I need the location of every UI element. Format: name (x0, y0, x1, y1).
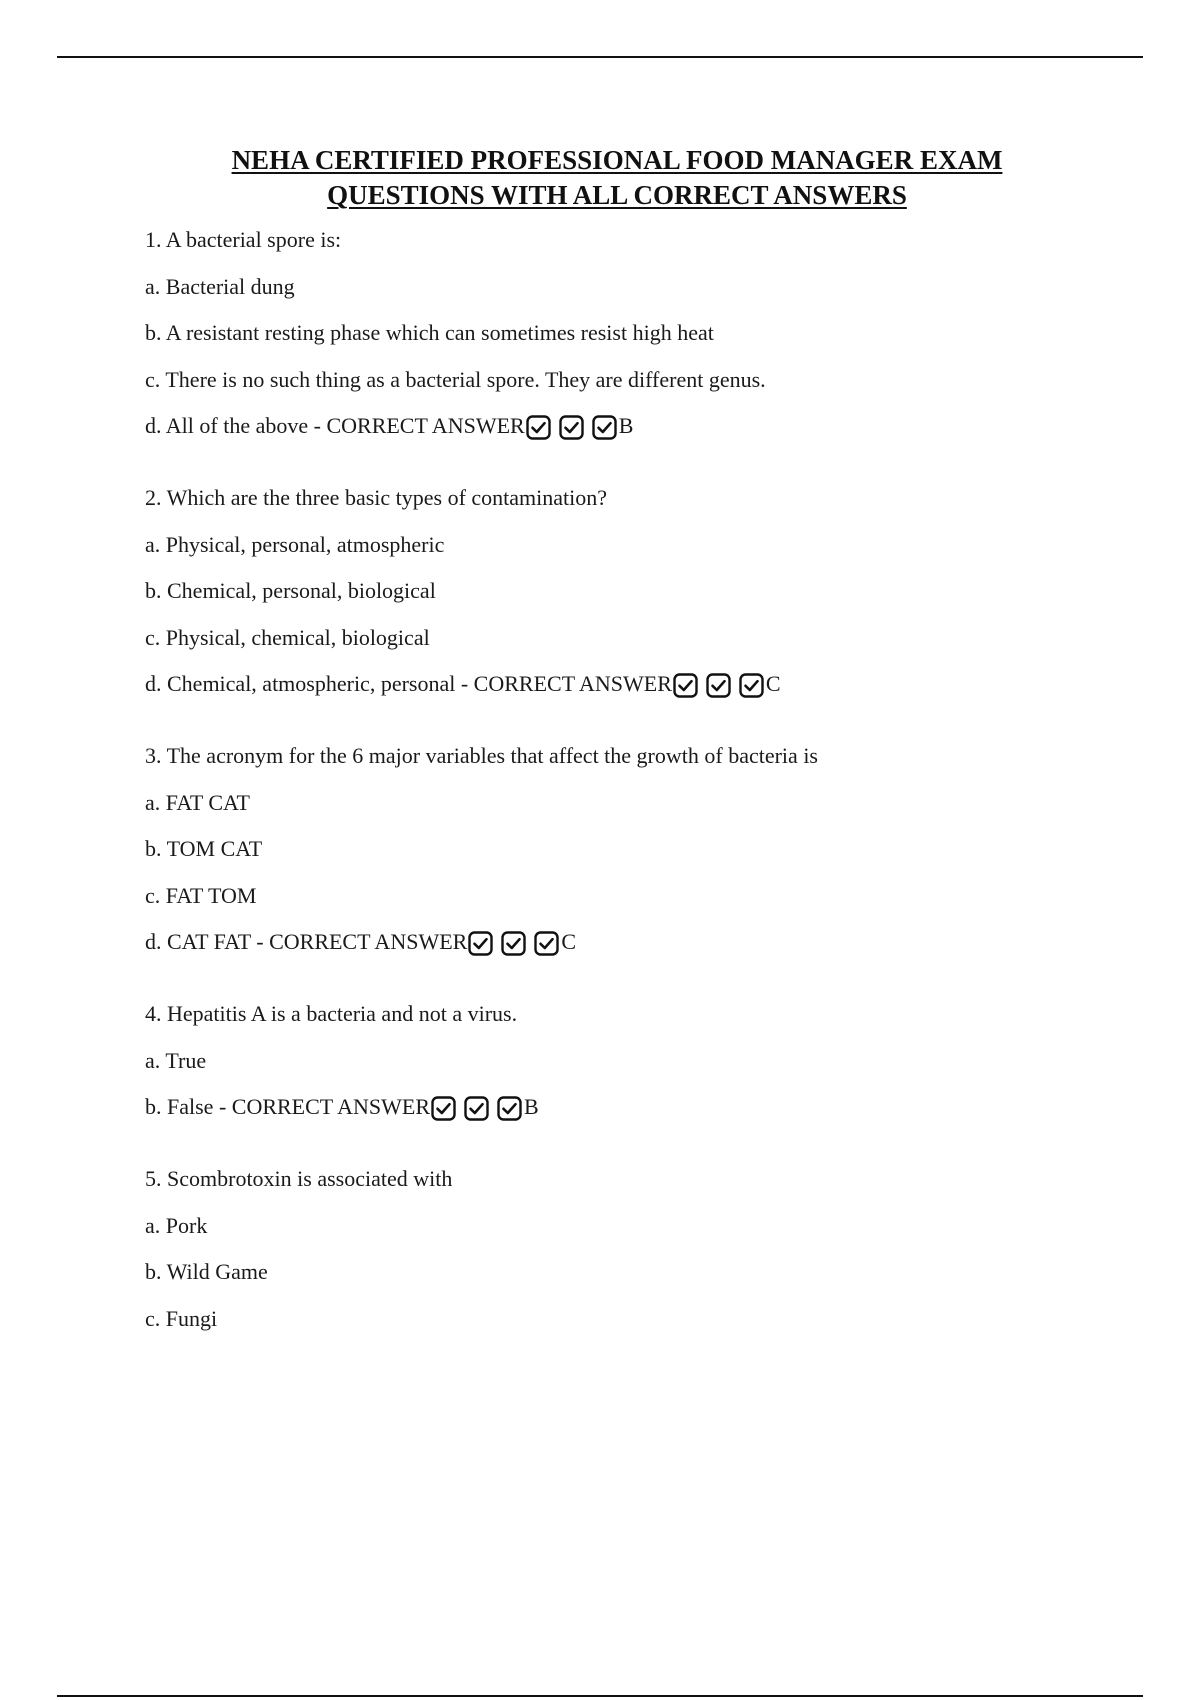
correct-answer-line (145, 669, 1145, 699)
check-box-icon (706, 673, 731, 698)
question-3 (145, 741, 1145, 957)
check-marks (431, 1095, 524, 1120)
answer-option: b. Chemical, personal, biological (145, 578, 436, 603)
question-5 (145, 1164, 1145, 1334)
answer-option: c. Fungi (145, 1305, 218, 1331)
answer-option: d. Chemical, atmospheric, personal - CORRECT ANSWER (145, 671, 672, 696)
answer-option: a. Bacterial dung (145, 273, 295, 299)
answer-option: c. There is no such thing as a bacterial spore. They are different genus. (145, 366, 766, 392)
check-box-icon (534, 931, 559, 956)
check-box-icon (673, 673, 698, 698)
answer-option: d. CAT FAT - CORRECT ANSWER (145, 929, 468, 954)
question-prompt: 3. The acronym for the 6 major variables that affect the growth of bacteria is (145, 743, 818, 768)
answer-option: b. False - CORRECT ANSWER (145, 1094, 431, 1119)
check-box-icon (464, 1096, 489, 1121)
question-list (145, 225, 1145, 1376)
answer-option: d. All of the above - CORRECT ANSWER (145, 413, 525, 438)
question-2 (145, 483, 1145, 699)
question-prompt: 4. Hepatitis A is a bacteria and not a virus. (145, 1001, 518, 1026)
check-marks (526, 414, 619, 439)
check-box-icon (559, 415, 584, 440)
answer-option: a. FAT CAT (145, 789, 250, 815)
answer-option: c. FAT TOM (145, 882, 257, 908)
question-prompt: 5. Scombrotoxin is associated with (145, 1166, 453, 1191)
correct-answer-letter: C (765, 671, 781, 696)
answer-option: c. Physical, chemical, biological (145, 624, 430, 650)
check-box-icon (497, 1096, 522, 1121)
correct-answer-letter: B (524, 1094, 539, 1119)
answer-option: a. Physical, personal, atmospheric (145, 531, 445, 557)
question-prompt: 2. Which are the three basic types of contamination? (145, 485, 608, 510)
answer-option: b. TOM CAT (145, 836, 263, 861)
check-box-icon (526, 415, 551, 440)
answer-option: a. Pork (145, 1212, 208, 1238)
correct-answer-line (145, 927, 1145, 957)
header-rule (57, 56, 1143, 58)
answer-option: b. A resistant resting phase which can sometimes resist high heat (145, 320, 714, 345)
answer-option: b. Wild Game (145, 1259, 268, 1284)
check-box-icon (501, 931, 526, 956)
footer-rule (57, 1695, 1143, 1697)
question-1 (145, 225, 1145, 441)
title-line-2: QUESTIONS WITH ALL CORRECT ANSWERS (327, 180, 907, 210)
document-title (0, 143, 1200, 213)
correct-answer-letter: C (561, 929, 577, 954)
question-4 (145, 999, 1145, 1122)
check-box-icon (739, 673, 764, 698)
check-box-icon (592, 415, 617, 440)
correct-answer-line (145, 1092, 1145, 1122)
correct-answer-line (145, 411, 1145, 441)
question-prompt: 1. A bacterial spore is: (145, 227, 342, 252)
check-marks (468, 930, 561, 955)
check-box-icon (468, 931, 493, 956)
check-marks (673, 672, 766, 697)
check-box-icon (431, 1096, 456, 1121)
correct-answer-letter: B (618, 413, 634, 438)
answer-option: a. True (145, 1047, 207, 1073)
title-line-1: NEHA CERTIFIED PROFESSIONAL FOOD MANAGER EXAM (231, 145, 1003, 175)
